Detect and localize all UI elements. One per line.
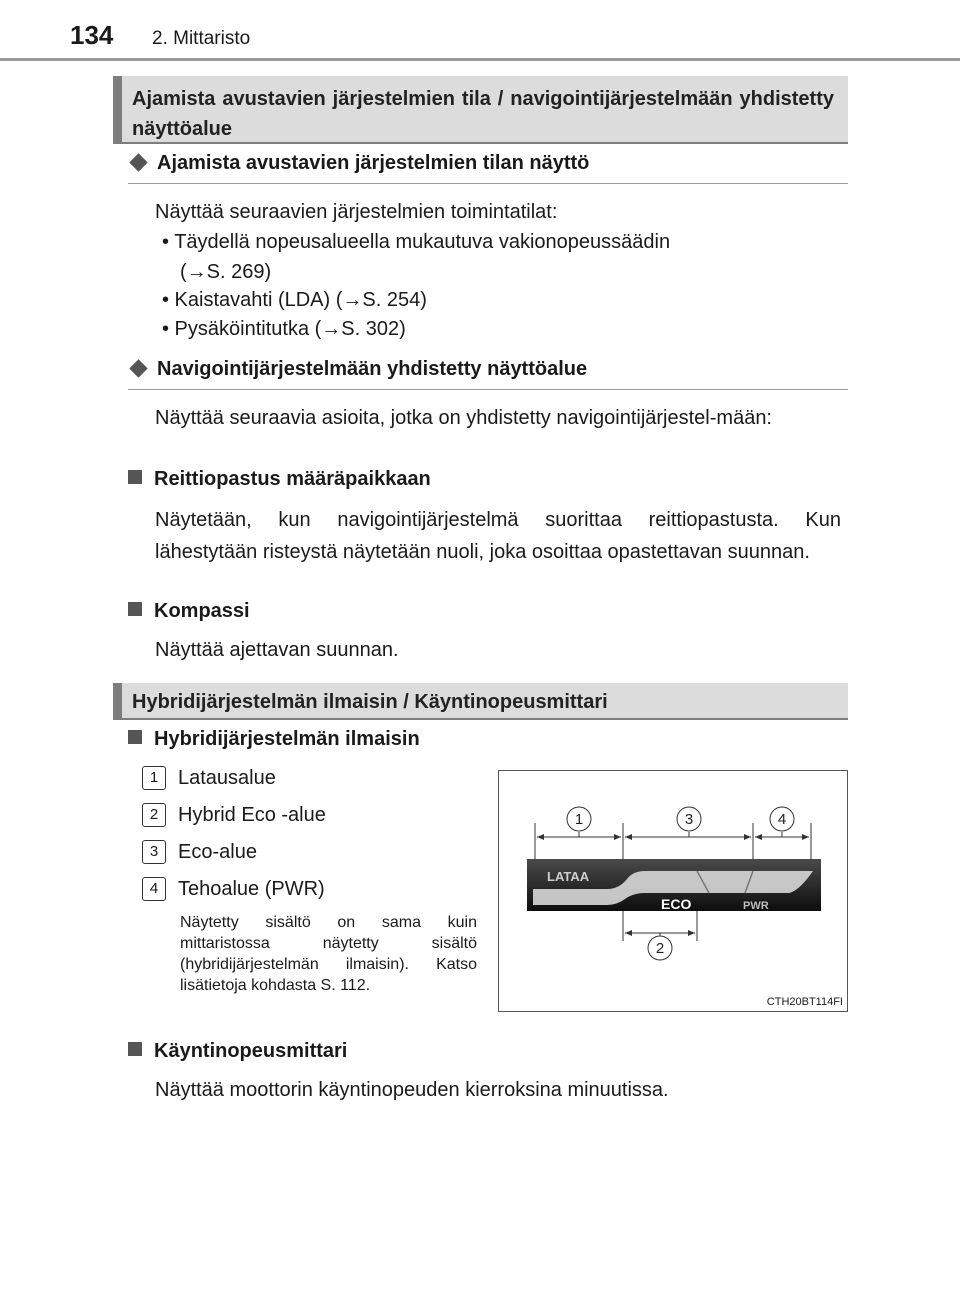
compass-text: Näyttää ajettavan suunnan. [155, 639, 399, 661]
callout-1: 1 [574, 811, 584, 828]
intro-text: Näyttää seuraavien järjestelmien toimintatilat: [155, 201, 558, 223]
number-badge: 1 [142, 766, 166, 790]
list-item [142, 840, 257, 864]
callout-2: 2 [655, 940, 665, 957]
gauge-label-charge: LATAA [547, 869, 590, 884]
heading-compass [128, 600, 250, 623]
list-item-label: Hybrid Eco -alue [178, 804, 326, 826]
list-item-label: Latausalue [178, 767, 276, 789]
subheading-navigation-display [128, 358, 848, 390]
hybrid-indicator-figure [498, 770, 848, 1012]
number-badge: 3 [142, 840, 166, 864]
gauge-label-eco: ECO [661, 896, 692, 912]
heading-text: Kompassi [154, 600, 250, 622]
page-number: 134 [70, 20, 114, 50]
heading-route-guidance [128, 468, 431, 491]
diamond-icon [129, 154, 147, 172]
heading-tachometer [128, 1040, 347, 1063]
section-heading-hybrid-indicator: Hybridijärjestelmän ilmaisin / Käyntinopeusmittari [113, 683, 848, 720]
heading-text: Reittiopastus määräpaikkaan [154, 468, 431, 490]
figure-code: CTH20BT114FI [766, 996, 843, 1008]
square-bullet-icon [128, 470, 142, 484]
bullet-acc: • Täydellä nopeusalueella mukautuva vakionopeussäädin [162, 231, 671, 253]
list-item-label: Tehoalue (PWR) [178, 878, 325, 900]
list-item [142, 766, 276, 790]
tachometer-text: Näyttää moottorin käyntinopeuden kierroksina minuutissa. [155, 1079, 669, 1101]
square-bullet-icon [128, 730, 142, 744]
heading-text: Hybridijärjestelmän ilmaisin [154, 728, 420, 750]
list-item-label: Eco-alue [178, 841, 257, 863]
subheading-driving-assist-status [128, 152, 848, 184]
square-bullet-icon [128, 602, 142, 616]
diamond-icon [129, 360, 147, 378]
callout-4: 4 [777, 811, 787, 828]
heading-hybrid-indicator [128, 728, 420, 751]
list-item [142, 803, 326, 827]
bullet-acc-ref: (→S. 269) [180, 261, 272, 283]
navigation-intro: Näyttää seuraavia asioita, jotka on yhdistetty navigointijärjestel-mään: [155, 407, 772, 429]
route-guidance-text: Näytetään, kun navigointijärjestelmä suorittaa reittiopastusta. Kun lähestytään risteystä näytetään nuoli, joka osoittaa opastettavan suunnan. [155, 509, 841, 563]
bullet-parking-sensor: • Pysäköintitutka (→S. 302) [162, 318, 406, 340]
hybrid-gauge-illustration [499, 771, 847, 1011]
callout-3: 3 [684, 811, 694, 828]
header-rule [0, 58, 960, 61]
bullet-lda: • Kaistavahti (LDA) (→S. 254) [162, 289, 427, 311]
number-badge: 2 [142, 803, 166, 827]
section-heading-driving-assist: Ajamista avustavien järjestelmien tila / navigointijärjestelmään yhdistetty näyttöalue [113, 76, 848, 144]
subheading-text: Navigointijärjestelmään yhdistetty näyttöalue [157, 358, 588, 380]
list-item [142, 877, 325, 901]
heading-text: Käyntinopeusmittari [154, 1040, 348, 1062]
subheading-text: Ajamista avustavien järjestelmien tilan näyttö [157, 152, 590, 174]
gauge-label-power: PWR [743, 900, 769, 912]
square-bullet-icon [128, 1042, 142, 1056]
chapter-title: 2. Mittaristo [152, 28, 251, 49]
number-badge: 4 [142, 877, 166, 901]
hybrid-indicator-note: Näytetty sisältö on sama kuin mittaristossa näytetty sisältö (hybridijärjestelmän ilmaisin). Katso lisätietoja kohdasta S. 112. [180, 914, 477, 994]
